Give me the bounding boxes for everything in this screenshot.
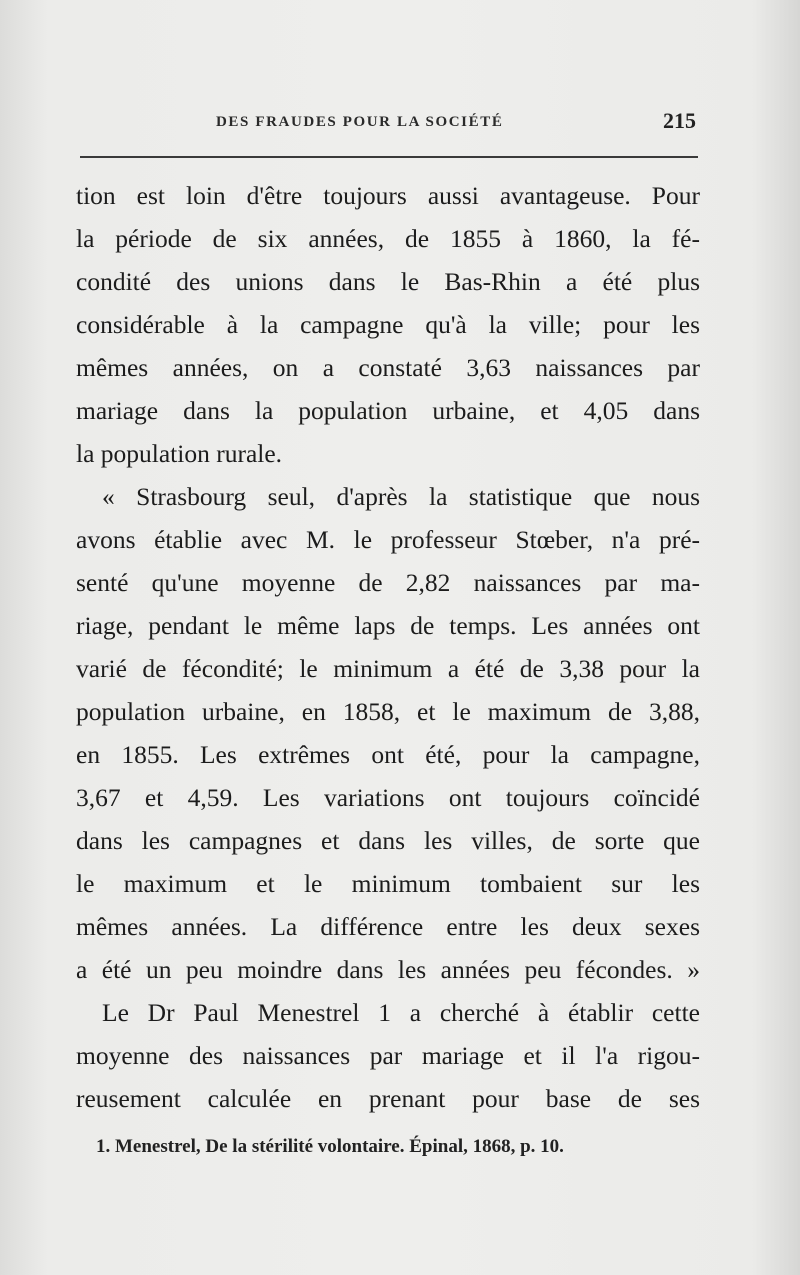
text-line: a été un peu moindre dans les années peu fécondes. »: [76, 955, 700, 984]
text-line: riage, pendant le même laps de temps. Les années ont: [76, 611, 700, 640]
text-line: population urbaine, en 1858, et le maximum de 3,88,: [76, 697, 700, 726]
text-line: varié de fécondité; le minimum a été de 3,38 pour la: [76, 654, 700, 683]
text-line: senté qu'une moyenne de 2,82 naissances par ma-: [76, 568, 700, 597]
text-line: le maximum et le minimum tombaient sur les: [76, 869, 700, 898]
text-line: la population rurale.: [76, 439, 283, 468]
text-line: condité des unions dans le Bas-Rhin a été plus: [76, 267, 700, 296]
text-line: « Strasbourg seul, d'après la statistique que nous: [102, 482, 700, 511]
text-line: Le Dr Paul Menestrel 1 a cherché à établir cette: [102, 998, 700, 1027]
text-line: mêmes années. La différence entre les deux sexes: [76, 912, 700, 941]
text-line: considérable à la campagne qu'à la ville; pour les: [76, 310, 700, 339]
text-line: mariage dans la population urbaine, et 4,05 dans: [76, 396, 700, 425]
body-text: [76, 174, 700, 1120]
footnote: 1. Menestrel, De la stérilité volontaire. Épinal, 1868, p. 10.: [96, 1136, 564, 1157]
text-line: moyenne des naissances par mariage et il l'a rigou-: [76, 1041, 700, 1070]
running-title: DES FRAUDES POUR LA SOCIÉTÉ: [216, 114, 504, 130]
text-line: la période de six années, de 1855 à 1860, la fé-: [76, 224, 700, 253]
text-line: 3,67 et 4,59. Les variations ont toujours coïncidé: [76, 783, 700, 812]
text-line: tion est loin d'être toujours aussi avantageuse. Pour: [76, 181, 700, 210]
text-line: reusement calculée en prenant pour base de ses: [76, 1084, 700, 1113]
running-head: [78, 108, 698, 148]
text-line: en 1855. Les extrêmes ont été, pour la campagne,: [76, 740, 700, 769]
text-line: mêmes années, on a constaté 3,63 naissances par: [76, 353, 700, 382]
text-line: avons établie avec M. le professeur Stœber, n'a pré-: [76, 525, 700, 554]
header-rule: [80, 156, 698, 158]
text-line: dans les campagnes et dans les villes, de sorte que: [76, 826, 700, 855]
page-number: 215: [663, 108, 696, 133]
